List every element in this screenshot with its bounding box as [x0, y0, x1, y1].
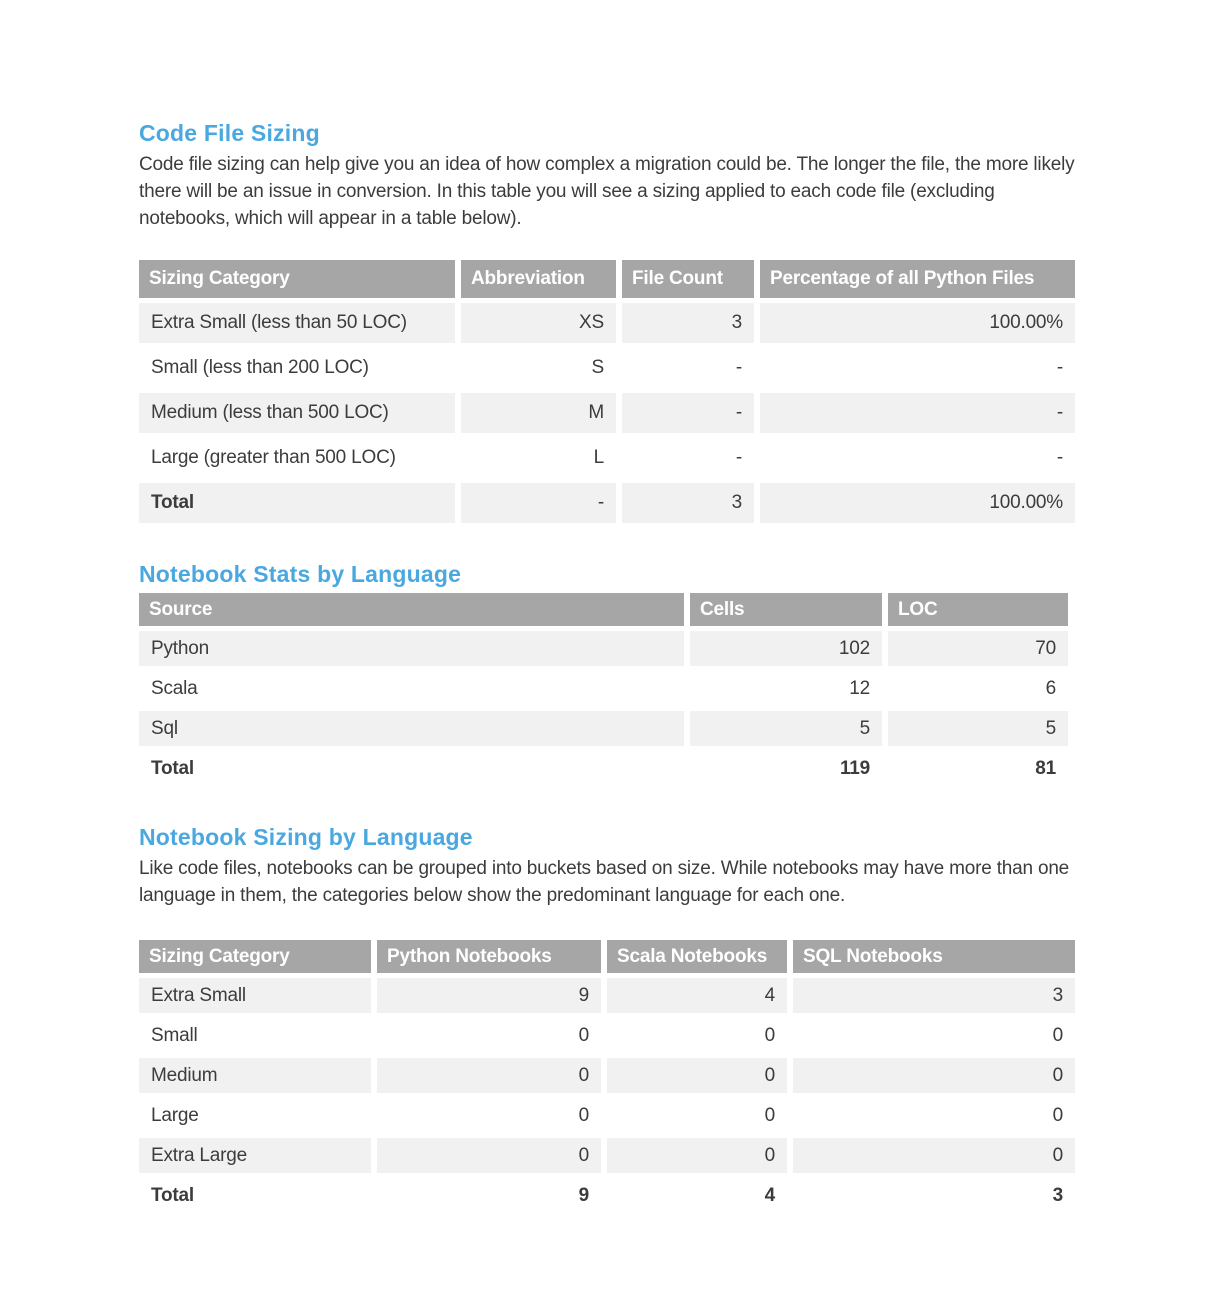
section-heading-notebook-stats: Notebook Stats by Language: [139, 561, 462, 587]
column-header: File Count: [622, 260, 754, 298]
table-cell: 9: [578, 1185, 589, 1206]
table-cell: 4: [764, 1185, 775, 1206]
table-cell: 81: [1035, 758, 1056, 779]
table-cell: 4: [607, 978, 787, 1013]
table-cell: 3: [622, 483, 754, 523]
table-cell: -: [760, 393, 1075, 433]
column-header: Sizing Category: [139, 940, 371, 973]
notebook-stats-table: [139, 593, 1068, 786]
table-cell: 5: [888, 711, 1068, 746]
table-cell: Extra Small: [139, 978, 371, 1013]
column-header: SQL Notebooks: [793, 940, 1075, 973]
table-cell: Scala: [151, 678, 198, 699]
section-heading-notebook-sizing: Notebook Sizing by Language: [139, 824, 473, 850]
table-cell: 3: [793, 978, 1075, 1013]
table-cell: 100.00%: [760, 303, 1075, 343]
table-cell: 0: [578, 1025, 589, 1046]
table-cell: 0: [793, 1058, 1075, 1093]
code-file-sizing-table: [139, 260, 1075, 523]
table-cell: 0: [578, 1105, 589, 1126]
column-header: Scala Notebooks: [607, 940, 787, 973]
table-cell: Sql: [139, 711, 684, 746]
table-cell: 12: [849, 678, 870, 699]
table-cell: Extra Large: [139, 1138, 371, 1173]
table-cell: Small (less than 200 LOC): [151, 357, 369, 378]
notebook-sizing-table: [139, 940, 1075, 1213]
column-header: Abbreviation: [461, 260, 616, 298]
column-header: Python Notebooks: [377, 940, 601, 973]
table-cell: -: [622, 393, 754, 433]
table-cell: 70: [888, 631, 1068, 666]
table-cell: Large: [151, 1105, 199, 1126]
table-cell: 9: [377, 978, 601, 1013]
table-cell: -: [461, 483, 616, 523]
table-cell: Total: [151, 1185, 194, 1206]
table-cell: Total: [139, 483, 455, 523]
table-cell: 119: [839, 758, 870, 779]
column-header: Sizing Category: [139, 260, 455, 298]
table-cell: 0: [764, 1105, 775, 1126]
table-cell: 102: [690, 631, 882, 666]
column-header: Percentage of all Python Files: [760, 260, 1075, 298]
column-header: LOC: [888, 593, 1068, 626]
section-notebook-stats: [139, 561, 1075, 786]
table-cell: 0: [1052, 1105, 1063, 1126]
table-cell: 0: [607, 1138, 787, 1173]
column-header: Source: [139, 593, 684, 626]
table-cell: S: [591, 357, 604, 378]
code-file-sizing-description: Code file sizing can help give you an idea of how complex a migration could be. The longer the file, the more likely there will be an issue in conversion. In this table you will see a sizing applied to each code file (excluding notebooks, which will appear in a table below).: [139, 154, 1075, 229]
notebook-sizing-description: Like code files, notebooks can be grouped into buckets based on size. While notebooks may have more than one language in them, the categories below show the predominant language for each one.: [139, 858, 1070, 906]
table-cell: 3: [622, 303, 754, 343]
table-cell: -: [735, 357, 742, 378]
table-cell: 0: [764, 1025, 775, 1046]
table-cell: -: [1056, 357, 1063, 378]
table-cell: Small: [151, 1025, 198, 1046]
table-cell: 0: [793, 1138, 1075, 1173]
table-cell: Medium (less than 500 LOC): [139, 393, 455, 433]
table-cell: Python: [139, 631, 684, 666]
table-cell: Medium: [139, 1058, 371, 1093]
table-cell: 3: [1052, 1185, 1063, 1206]
report-content: [139, 120, 1075, 1213]
table-cell: 0: [1052, 1025, 1063, 1046]
table-cell: 0: [377, 1138, 601, 1173]
table-cell: M: [461, 393, 616, 433]
table-cell: 100.00%: [760, 483, 1075, 523]
table-cell: 0: [377, 1058, 601, 1093]
table-cell: Large (greater than 500 LOC): [151, 447, 396, 468]
table-cell: -: [735, 447, 742, 468]
table-cell: 5: [690, 711, 882, 746]
section-heading-code-file-sizing: Code File Sizing: [139, 120, 320, 146]
table-cell: Extra Small (less than 50 LOC): [139, 303, 455, 343]
table-cell: Total: [151, 758, 194, 779]
table-cell: 6: [1045, 678, 1056, 699]
table-cell: 0: [607, 1058, 787, 1093]
section-code-file-sizing: [139, 120, 1075, 523]
column-header: Cells: [690, 593, 882, 626]
table-cell: XS: [461, 303, 616, 343]
table-cell: -: [1056, 447, 1063, 468]
section-notebook-sizing: [139, 824, 1075, 1213]
table-cell: L: [593, 447, 604, 468]
